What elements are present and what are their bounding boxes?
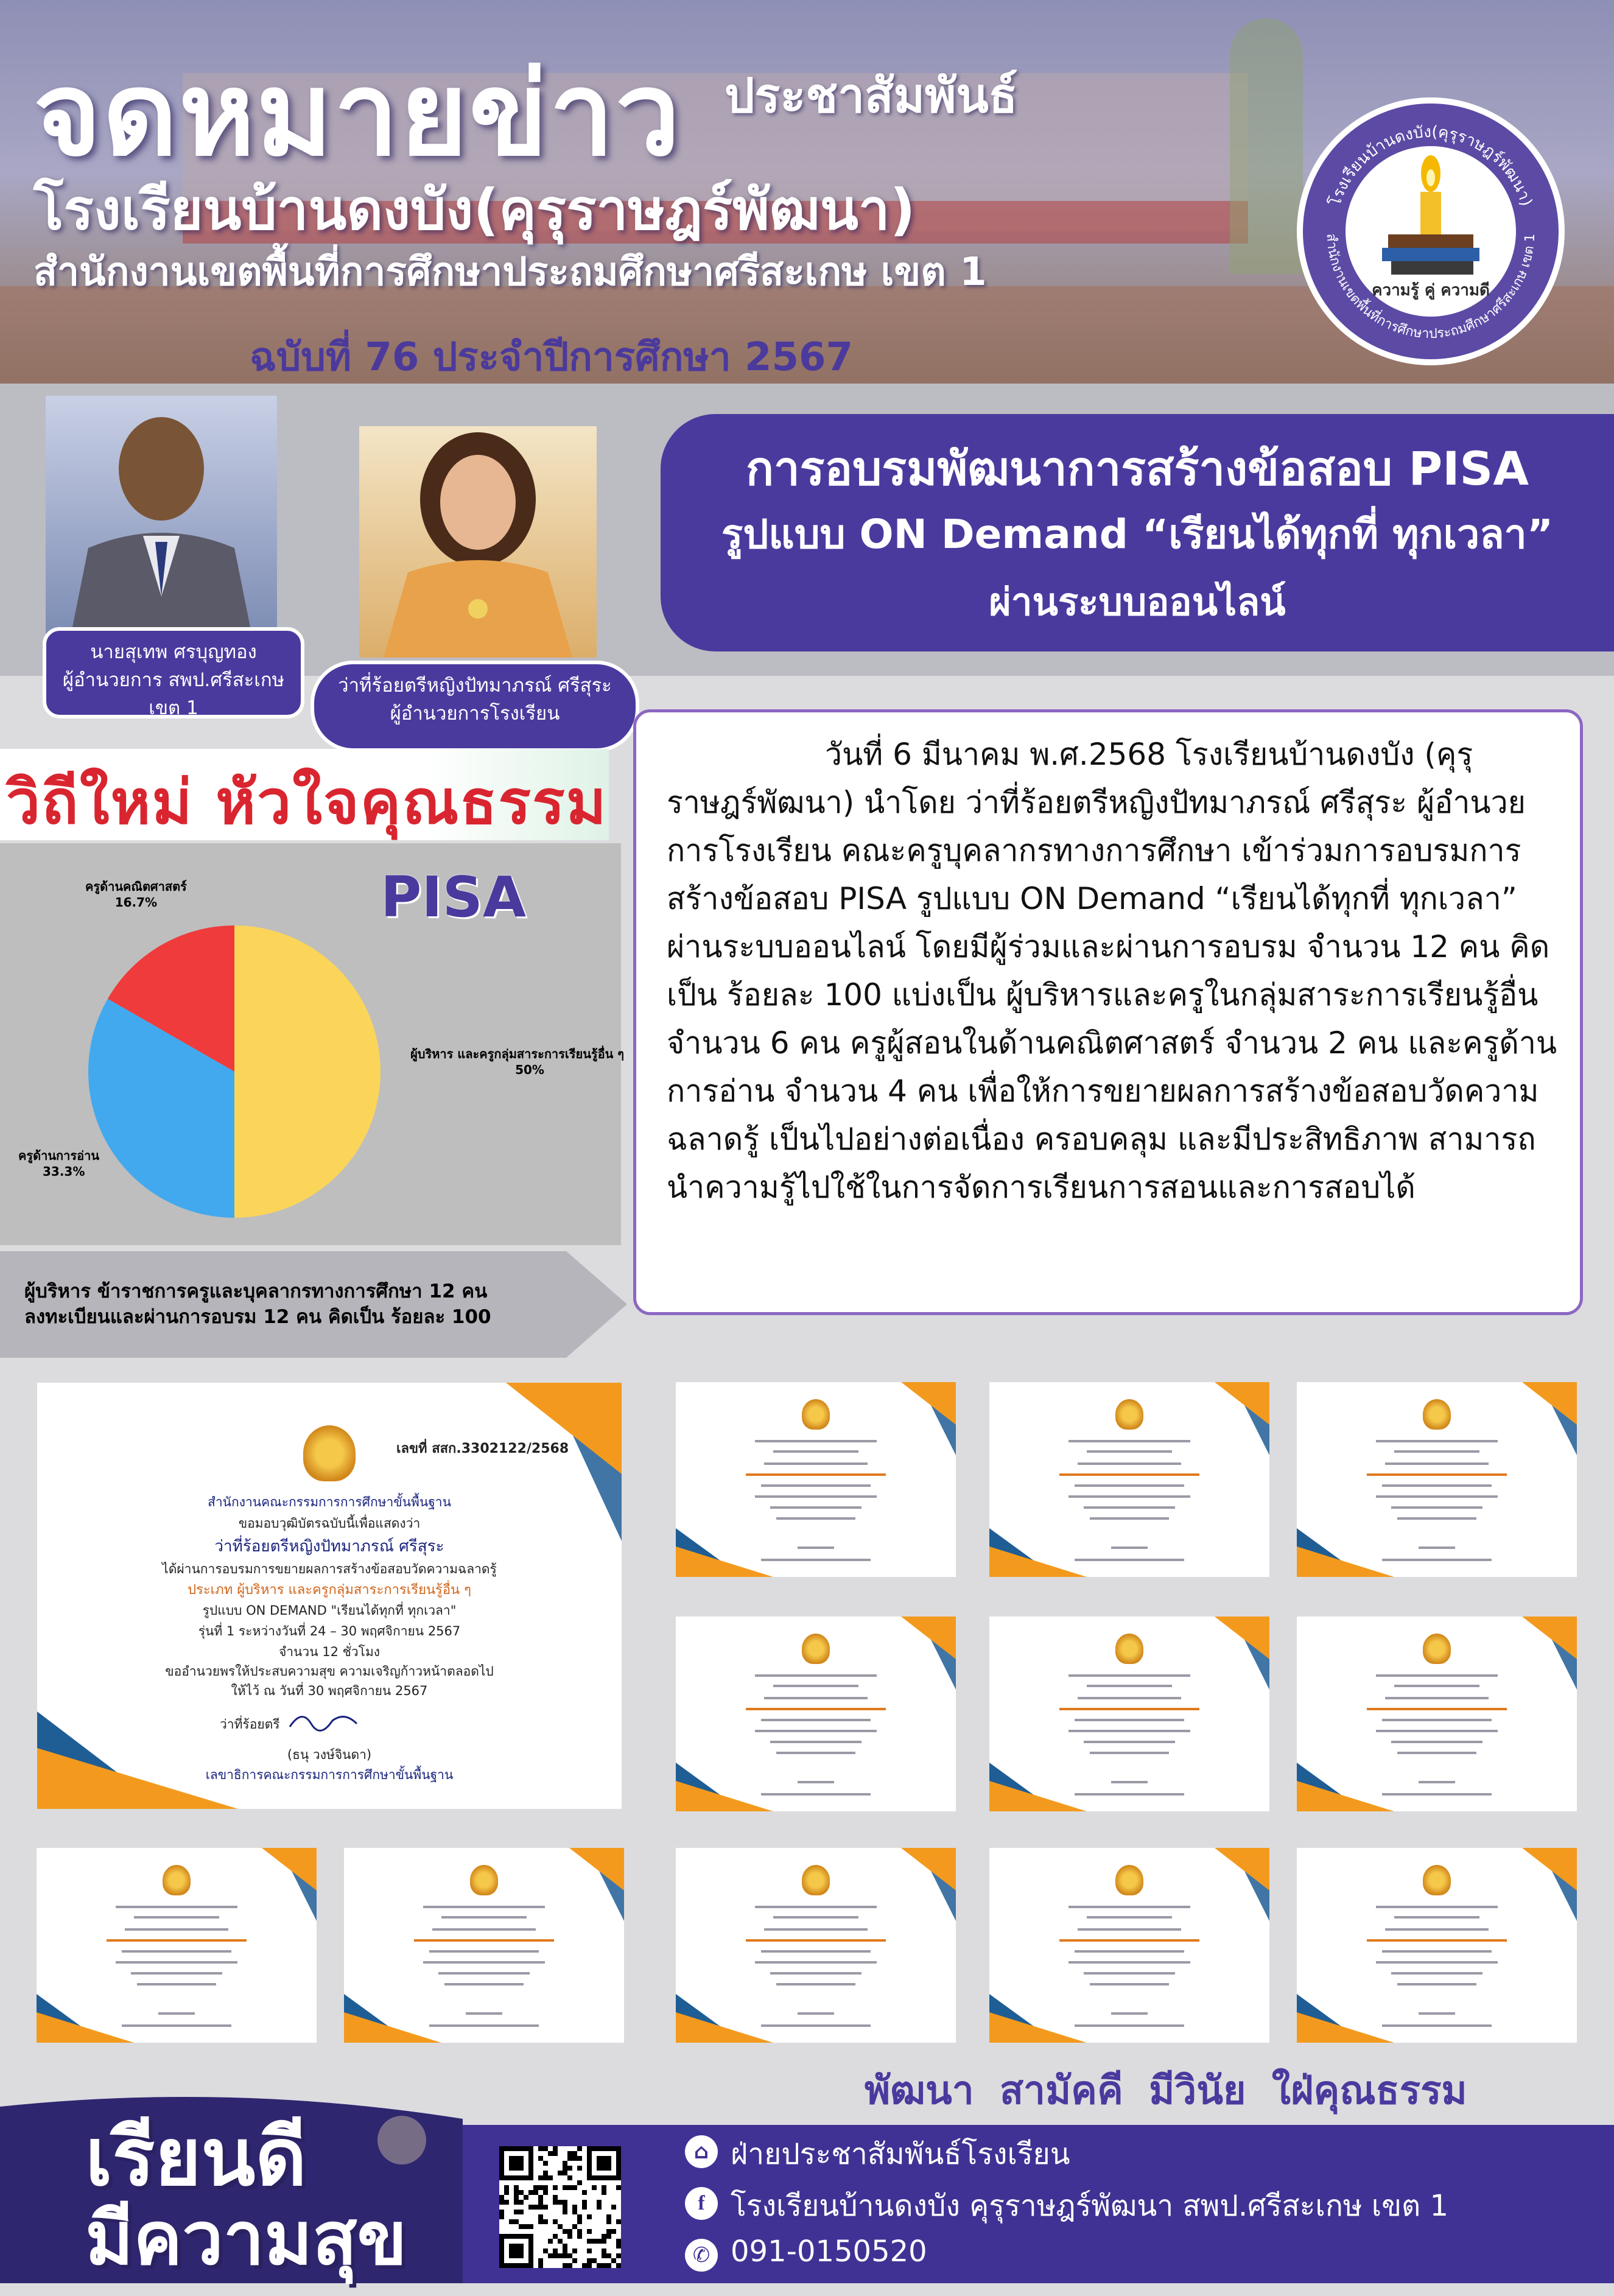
school-name: โรงเรียนบ้านดงบัง(คุรุราษฎร์พัฒนา) [33, 177, 916, 242]
certificate-wish-line: ขออำนวยพรให้ประสบความสุข ความเจริญก้าวหน้าตลอดไป [165, 1664, 494, 1679]
signature-mark [287, 1705, 360, 1736]
footer-brand-line-2: มีความสุข [85, 2197, 407, 2281]
book-candle-icon [1346, 146, 1516, 317]
obec-emblem-icon [470, 1865, 498, 1895]
obec-emblem-icon [1423, 1634, 1451, 1664]
obec-emblem-icon [802, 1634, 830, 1664]
obec-emblem-icon [1115, 1634, 1143, 1664]
certificate-thumbnail [989, 1848, 1269, 2043]
footer-brand-line-1: เรียนดี [85, 2111, 307, 2203]
certificate-thumbnail [989, 1382, 1269, 1577]
svg-text:สำนักงานเขตพื้นที่การศึกษาประถ: สำนักงานเขตพื้นที่การศึกษาประถมศึกษาศรีสะเกษ เขต 1 [1323, 233, 1539, 342]
svg-text:ความรู้ คู่ ความดี: ความรู้ คู่ ความดี [1372, 281, 1490, 300]
certificate-thumbnail [344, 1848, 624, 2043]
qr-code[interactable] [499, 2146, 621, 2268]
pie-label-math: ครูด้านคณิตศาสตร์ 16.7% [85, 879, 187, 910]
pie-label-others: ผู้บริหาร และครูกลุ่มสาระการเรียนรู้อื่น ๆ 50% [410, 1047, 624, 1077]
certificate-signer-title: เลขาธิการคณะกรรมการการศึกษาขั้นพื้นฐาน [205, 1768, 454, 1782]
footer-facebook-link[interactable]: โรงเรียนบ้านดงบัง คุรุราษฎร์พัฒนา สพป.ศรีสะเกษ เขต 1 [731, 2189, 1448, 2223]
newsletter-subtitle: ประชาสัมพันธ์ [725, 69, 1018, 124]
principal-position: ผู้อำนวยการโรงเรียน [390, 703, 560, 725]
stat-line-2: ลงทะเบียนและผ่านการอบรม 12 คน คิดเป็น ร้อยละ 100 [24, 1306, 491, 1328]
pie-label-reading: ครูด้านการอ่าน 33.3% [18, 1148, 100, 1179]
director-caption [43, 627, 304, 718]
principal-photo [359, 426, 597, 658]
issue-number: ฉบับที่ 76 ประจำปีการศึกษา 2567 [250, 335, 854, 380]
footer-pr-department: ฝ่ายประชาสัมพันธ์โรงเรียน [731, 2137, 1070, 2171]
facebook-icon: f [685, 2187, 718, 2220]
certificate-signer-rank: ว่าที่ร้อยตรี [220, 1717, 280, 1732]
stat-line-1: ผู้บริหาร ข้าราชการครูและบุคลากรทางการศึกษา 12 คน [24, 1280, 488, 1302]
certificate-org: สำนักงานคณะกรรมการการศึกษาขั้นพื้นฐาน [208, 1495, 451, 1509]
obec-emblem-icon [1115, 1399, 1143, 1430]
featured-certificate [37, 1382, 622, 1810]
certificate-thumbnail [989, 1617, 1269, 1811]
article-box [633, 709, 1583, 1315]
obec-emblem-icon [802, 1865, 830, 1895]
certificate-thumbnail [1297, 1617, 1577, 1811]
article-text: วันที่ 6 มีนาคม พ.ศ.2568 โรงเรียนบ้านดงบัง (คุรุราษฎร์พัฒนา) นำโดย ว่าที่ร้อยตรีหญิงปัทมาภรณ์ ศรีสุระ ผู้อำนวยการโรงเรียน คณะครูบุคลากรทางการศึกษา เข้าร่วมการอบรมการสร้างข้อสอบ PISA รูปแบบ ON Demand “เรียนได้ทุกที่ ทุกเวลา” ผ่านระบบออนไลน์ โดยมีผู้ร่วมและผ่านการอบรม จำนวน 12 คน คิดเป็น ร้อยละ 100 แบ่งเป็น ผู้บริหารและครูในกลุ่มสาระการเรียนรู้อื่น จำนวน 6 คน ครูผู้สอนในด้านคณิตศาสตร์ จำนวน 2 คน และครูด้านการอ่าน จำนวน 4 คน เพื่อให้การขยายผลการสร้างข้อสอบวัดความฉลาดรู้ เป็นไปอย่างต่อเนื่อง ครอบคลุม และมีประสิทธิภาพ สามารถนำความรู้ไปใช้ในการจัดการเรียนการสอนและการสอบได้ [667, 737, 1557, 1205]
obec-emblem-icon [1423, 1865, 1451, 1895]
obec-emblem-icon [163, 1865, 191, 1895]
certificate-thumbnail [676, 1617, 956, 1811]
school-motto: พัฒนา สามัคคี มีวินัย ใฝ่คุณธรรม [865, 2068, 1467, 2113]
headline-line-2: รูปแบบ ON Demand “เรียนได้ทุกที่ ทุกเวลา” [721, 511, 1554, 558]
certificate-award-line: ขอมอบวุฒิบัตรฉบับนี้เพื่อแสดงว่า [238, 1516, 421, 1531]
school-logo [1297, 97, 1565, 365]
education-office: สำนักงานเขตพื้นที่การศึกษาประถมศึกษาศรีสะเกษ เขต 1 [33, 250, 987, 295]
certificate-format-line: รูปแบบ ON DEMAND "เรียนได้ทุกที่ ทุกเวลา" [202, 1603, 457, 1618]
svg-text:โรงเรียนบ้านดงบัง(คุรุราษฎร์พั: โรงเรียนบ้านดงบัง(คุรุราษฎร์พัฒนา) [1326, 122, 1535, 209]
chart-title: PISA [381, 865, 527, 930]
certificate-date-line: ให้ไว้ ณ วันที่ 30 พฤศจิกายน 2567 [231, 1683, 428, 1698]
certificate-type-line: ประเภท ผู้บริหาร และครูกลุ่มสาระการเรียนรู้อื่น ๆ [188, 1582, 471, 1598]
pie-slice-others [234, 925, 381, 1218]
stat-summary [24, 1279, 491, 1330]
certificate-round-line: รุ่นที่ 1 ระหว่างวันที่ 24 – 30 พฤศจิกายน 2567 [198, 1624, 461, 1638]
obec-emblem-icon [303, 1425, 356, 1481]
obec-emblem-icon [1115, 1865, 1143, 1895]
footer-phone[interactable]: 091-0150520 [731, 2235, 927, 2269]
principal-caption [311, 661, 639, 752]
principal-name: ว่าที่ร้อยตรีหญิงปัทมาภรณ์ ศรีสุระ [338, 675, 612, 697]
home-icon: ⌂ [685, 2135, 718, 2168]
certificate-thumbnail [676, 1382, 956, 1577]
certificate-thumbnail [1297, 1382, 1577, 1577]
slogan-text: วิถีใหม่ หัวใจคุณธรรม [6, 767, 608, 838]
director-photo [46, 396, 277, 639]
phone-icon: ✆ [685, 2239, 718, 2272]
director-position: ผู้อำนวยการ สพป.ศรีสะเกษ เขต 1 [62, 669, 285, 719]
certificate-passed-line: ได้ผ่านการอบรมการขยายผลการสร้างข้อสอบวัดความฉลาดรู้ [162, 1562, 497, 1576]
newsletter-title: จดหมายข่าว [33, 47, 682, 181]
certificate-thumbnail [37, 1848, 317, 2043]
certificate-thumbnail [676, 1848, 956, 2043]
director-name: นายสุเทพ ศรบุญทอง [90, 641, 257, 663]
headline-line-1: การอบรมพัฒนาการสร้างข้อสอบ PISA [745, 441, 1529, 496]
headline-line-3: ผ่านระบบออนไลน์ [989, 580, 1286, 624]
certificate-number: เลขที่ สสก.3302122/2568 [396, 1441, 569, 1456]
certificate-recipient: ว่าที่ร้อยตรีหญิงปัทมาภรณ์ ศรีสุระ [214, 1537, 444, 1556]
certificate-thumbnail [1297, 1848, 1577, 2043]
obec-emblem-icon [802, 1399, 830, 1430]
headline-banner [661, 414, 1614, 651]
certificate-hours-line: จำนวน 12 ชั่วโมง [278, 1645, 381, 1659]
obec-emblem-icon [1423, 1399, 1451, 1430]
certificate-signer-name: (ธนุ วงษ์จินดา) [287, 1747, 372, 1762]
